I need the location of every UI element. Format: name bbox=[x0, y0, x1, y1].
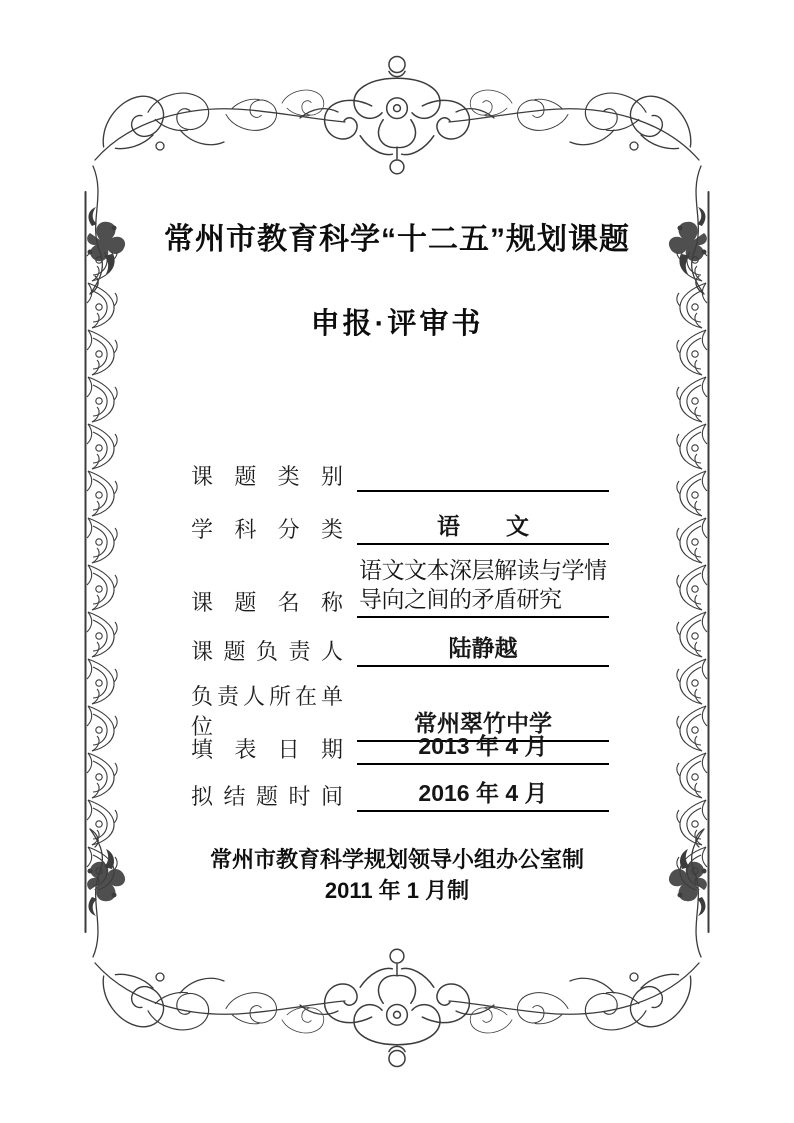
field-label-project-title: 课题名称 bbox=[191, 590, 343, 615]
field-value-project-title bbox=[357, 556, 609, 618]
field-value-fill-date: 2013 年 4 月 bbox=[357, 731, 609, 765]
form-row-project-title bbox=[191, 556, 609, 618]
field-label-organization: 负责人所在单位 bbox=[191, 684, 343, 739]
issue-date-line: 2011 年 1 月制 bbox=[324, 878, 470, 903]
field-label-subject: 学科分类 bbox=[191, 517, 343, 542]
form-row-leader bbox=[191, 633, 609, 667]
field-value-leader: 陆静越 bbox=[357, 633, 609, 667]
form-row-completion-date bbox=[191, 778, 609, 812]
issuer-line: 常州市教育科学规划领导小组办公室制 bbox=[209, 847, 584, 872]
field-label-completion-date: 拟结题时间 bbox=[191, 784, 343, 809]
field-value-subject: 语 文 bbox=[357, 511, 609, 545]
field-label-category: 课题类别 bbox=[191, 464, 343, 489]
form-row-fill-date bbox=[191, 731, 609, 765]
form-row-category bbox=[191, 458, 609, 492]
page-title: 常州市教育科学“十二五”规划课题 bbox=[164, 223, 630, 256]
form-row-subject bbox=[191, 511, 609, 545]
field-value-category bbox=[357, 458, 609, 492]
project-title-line1: 语文文本深层解读与学情 bbox=[359, 557, 607, 583]
field-label-fill-date: 填表日期 bbox=[191, 737, 343, 762]
field-label-leader: 课题负责人 bbox=[191, 639, 343, 664]
project-title-line2: 导向之间的矛盾研究 bbox=[359, 586, 562, 612]
field-value-organization: 常州翠竹中学 bbox=[357, 708, 609, 742]
page-subtitle: 申报·评审书 bbox=[310, 308, 484, 340]
issuer-footer bbox=[0, 844, 794, 906]
field-value-completion-date: 2016 年 4 月 bbox=[357, 778, 609, 812]
